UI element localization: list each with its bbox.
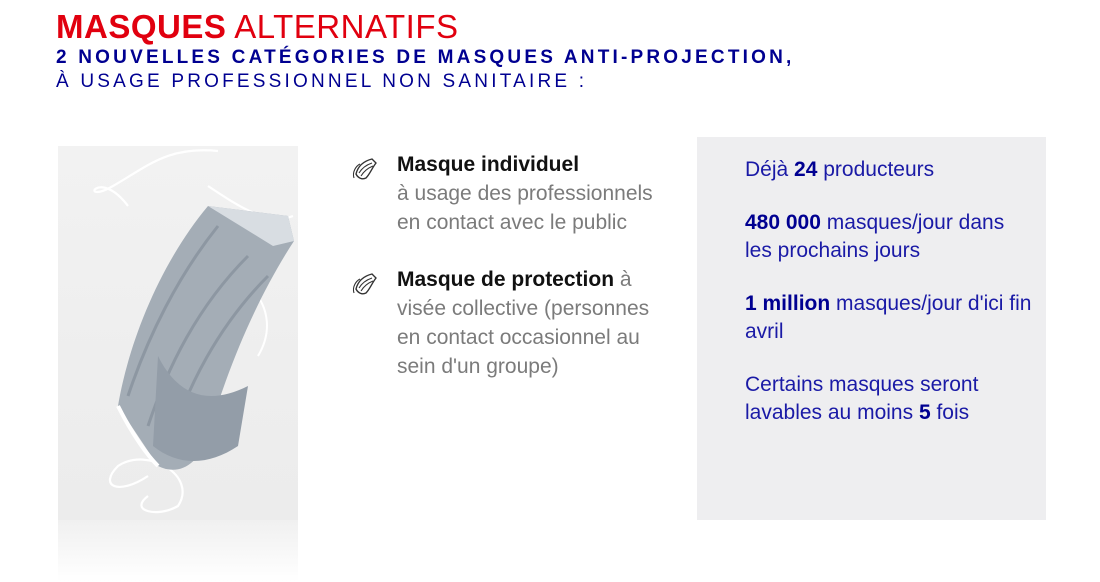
stat-text: Déjà [745,158,789,181]
stats-list [745,156,1035,427]
photo-reflection [58,520,298,582]
stat-value: 480 000 [745,211,821,234]
fabric-mask-photo [58,146,298,520]
mask-icon [352,271,380,297]
subtitle-line-1: 2 NOUVELLES CATÉGORIES DE MASQUES ANTI-PROJECTION, [56,47,795,68]
mask-icon [352,156,380,182]
title-bold: MASQUES [56,8,227,45]
category-body: à usage des professionnels en contact avec le public [397,182,653,234]
header [56,8,1076,94]
stat-text: masques/jour d'ici fin avril [745,292,1032,343]
stats-panel [697,137,1046,520]
stat-end-april [745,290,1035,346]
stat-near-term [745,209,1035,265]
category-head: Masque individuel [397,153,580,176]
category-collective [352,265,672,381]
stat-value: 24 [794,158,818,181]
category-text [397,265,672,381]
stat-text: masques/jour dans les prochains jours [745,211,1005,262]
stat-value: 5 [918,401,931,424]
categories-list [352,150,672,381]
title-light: ALTERNATIFS [234,8,459,45]
category-text [397,150,672,237]
stat-text: fois [936,401,970,424]
subtitle-line-2: À USAGE PROFESSIONNEL NON SANITAIRE : [56,71,588,92]
stat-text: producteurs [823,158,935,181]
mask-illustration [58,146,298,520]
stat-producers [745,156,1035,184]
stat-text: Certains masques seront lavables au moins [745,373,979,424]
page-title [56,8,1076,46]
category-head: Masque de protection [397,268,615,291]
stat-washable [745,371,1035,427]
stat-value: 1 million [745,292,831,315]
category-individual [352,150,672,237]
category-body: à visée collective (personnes en contact occasionnel au sein d'un groupe) [397,268,650,378]
